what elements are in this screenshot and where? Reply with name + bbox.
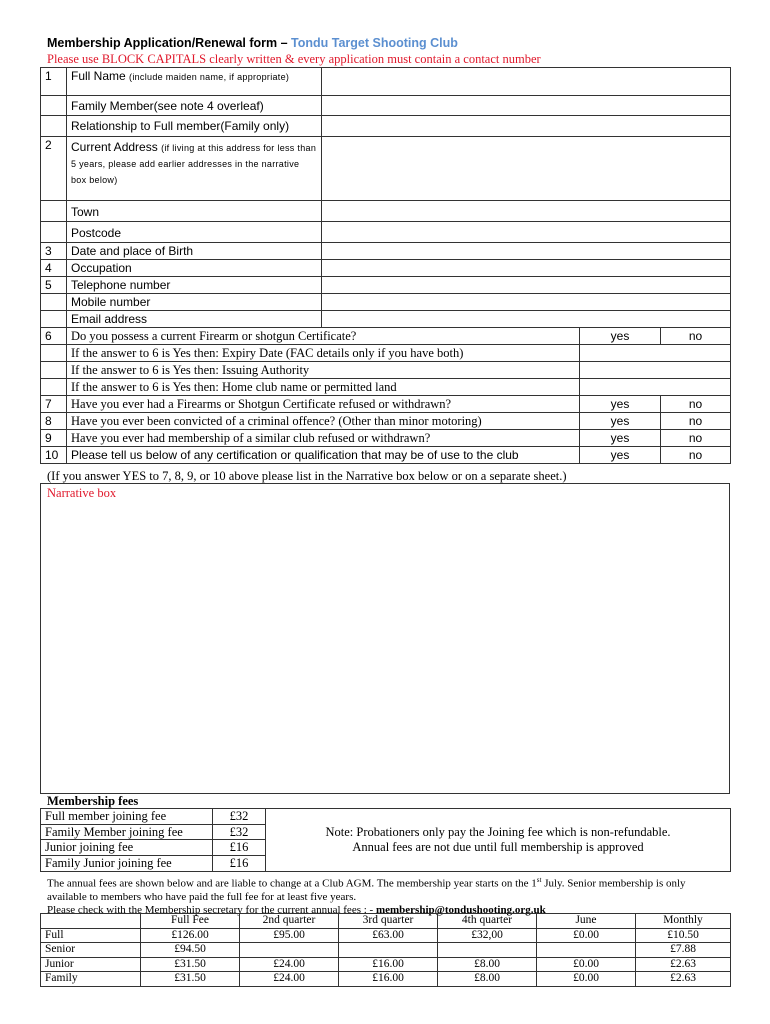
fee-label: Family Junior joining fee [41, 856, 213, 872]
rates-row [41, 972, 731, 987]
q10-number: 10 [41, 447, 67, 464]
mobile-input[interactable] [322, 294, 731, 311]
form-title-text: Membership Application/Renewal form – [47, 36, 292, 50]
q6c-label: If the answer to 6 is Yes then: Home club name or permitted land [67, 379, 580, 396]
rates-cell: £0.00 [537, 928, 636, 943]
row-family-member [41, 96, 731, 116]
email-label: Email address [67, 311, 322, 328]
annual-text-3: Please check with the Membership secretary for the current annual fees : - [47, 903, 376, 916]
rates-cell: £0.00 [537, 972, 636, 987]
rates-header-cell: 2nd quarter [240, 914, 339, 929]
rates-cell: £32,00 [438, 928, 537, 943]
q8-label: Have you ever been convicted of a criminal offence? (Other than minor motoring) [67, 413, 580, 430]
q9-no[interactable]: no [661, 430, 731, 447]
fee-label: Full member joining fee [41, 809, 213, 825]
probationer-note [266, 809, 731, 872]
yes-answer-note: (If you answer YES to 7, 8, 9, or 10 above please list in the Narrative box below or on a separate sheet.) [47, 469, 567, 483]
q7-label: Have you ever had a Firearms or Shotgun Certificate refused or withdrawn? [67, 396, 580, 413]
rates-cell: £31.50 [141, 972, 240, 987]
probationer-note-line1: Note: Probationers only pay the Joining fee which is non-refundable. [325, 824, 671, 839]
rates-row [41, 957, 731, 972]
rates-header-cell: 3rd quarter [339, 914, 438, 929]
q9-label: Have you ever had membership of a similar club refused or withdrawn? [67, 430, 580, 447]
telephone-label: Telephone number [67, 277, 322, 294]
full-name-input[interactable] [322, 68, 731, 96]
row-q6 [41, 328, 731, 345]
email-input[interactable] [322, 311, 731, 328]
row-q6c [41, 379, 731, 396]
q7-number: 7 [41, 396, 67, 413]
q7-yes[interactable]: yes [580, 396, 661, 413]
q6-yes[interactable]: yes [580, 328, 661, 345]
rates-cell: £7.88 [636, 943, 731, 958]
address-note: (if living at this address for less than 5 years, please add earlier addresses in the narrative box below) [71, 143, 317, 185]
membership-fees-heading: Membership fees [47, 794, 139, 808]
rates-cell: £16.00 [339, 972, 438, 987]
q4-number: 4 [41, 260, 67, 277]
fee-label: Family Member joining fee [41, 824, 213, 840]
fee-amount: £32 [213, 824, 266, 840]
rates-header-cell: Monthly [636, 914, 731, 929]
dob-label: Date and place of Birth [67, 243, 322, 260]
q6b-label: If the answer to 6 is Yes then: Issuing Authority [67, 362, 580, 379]
narrative-label: Narrative box [47, 486, 117, 500]
application-form-table [40, 67, 731, 464]
family-member-input[interactable] [322, 96, 731, 116]
rates-cell: £94.50 [141, 943, 240, 958]
row-q10 [41, 447, 731, 464]
full-name-note: (include maiden name, if appropriate) [129, 72, 290, 82]
rates-cell: £2.63 [636, 972, 731, 987]
fee-amount: £16 [213, 840, 266, 856]
rates-header-cell: June [537, 914, 636, 929]
rates-cell: £10.50 [636, 928, 731, 943]
q8-yes[interactable]: yes [580, 413, 661, 430]
probationer-note-line2: Annual fees are not due until full membership is approved [352, 839, 644, 854]
row-q6a [41, 345, 731, 362]
annual-fees-table [40, 913, 731, 987]
town-label: Town [67, 201, 322, 222]
rates-header-row [41, 914, 731, 929]
fee-label: Junior joining fee [41, 840, 213, 856]
fee-amount: £32 [213, 809, 266, 825]
q6-number: 6 [41, 328, 67, 345]
instruction-text: Please use BLOCK CAPITALS clearly written & every application must contain a contact number [47, 52, 541, 66]
rates-cell: £16.00 [339, 957, 438, 972]
row-telephone [41, 277, 731, 294]
occupation-input[interactable] [322, 260, 731, 277]
row-postcode [41, 222, 731, 243]
mobile-label: Mobile number [67, 294, 322, 311]
rates-cell: £31.50 [141, 957, 240, 972]
row-q6b [41, 362, 731, 379]
current-address-input[interactable] [322, 137, 731, 201]
q3-number: 3 [41, 243, 67, 260]
rates-cell: £0.00 [537, 957, 636, 972]
rates-header-cell: Full Fee [141, 914, 240, 929]
rates-cell: £8.00 [438, 972, 537, 987]
rates-row-label: Senior [41, 943, 141, 958]
q10-label: Please tell us below of any certification or qualification that may be of use to the club [67, 447, 580, 464]
row-dob [41, 243, 731, 260]
occupation-label: Occupation [67, 260, 322, 277]
row-full-name [41, 68, 731, 96]
rates-cell: £24.00 [240, 972, 339, 987]
full-name-label [67, 68, 322, 96]
relationship-input[interactable] [322, 116, 731, 137]
q1-number: 1 [41, 68, 67, 96]
rates-cell: £8.00 [438, 957, 537, 972]
dob-input[interactable] [322, 243, 731, 260]
q10-yes[interactable]: yes [580, 447, 661, 464]
rates-row-label: Junior [41, 957, 141, 972]
q2-number: 2 [41, 137, 67, 201]
rates-cell [240, 943, 339, 958]
annual-text-2: July. Senior membership is only available to members who have paid the full fee for at least five years. [47, 877, 686, 903]
q6b-input[interactable] [580, 362, 731, 379]
joining-fees-table [40, 808, 731, 872]
rates-cell: £126.00 [141, 928, 240, 943]
q9-yes[interactable]: yes [580, 430, 661, 447]
row-town [41, 201, 731, 222]
family-member-label: Family Member(see note 4 overleaf) [67, 96, 322, 116]
q9-number: 9 [41, 430, 67, 447]
full-name-text: Full Name [71, 69, 126, 83]
q7-no[interactable]: no [661, 396, 731, 413]
rates-row [41, 943, 731, 958]
annual-text-sup: st [536, 876, 542, 884]
row-current-address [41, 137, 731, 201]
q5-number: 5 [41, 277, 67, 294]
q6-label: Do you possess a current Firearm or shotgun Certificate? [67, 328, 580, 345]
q8-number: 8 [41, 413, 67, 430]
row-relationship [41, 116, 731, 137]
q6c-input[interactable] [580, 379, 731, 396]
rates-cell [537, 943, 636, 958]
q8-no[interactable]: no [661, 413, 731, 430]
rates-cell [438, 943, 537, 958]
row-q9 [41, 430, 731, 447]
rates-row-label: Full [41, 928, 141, 943]
row-q7 [41, 396, 731, 413]
rates-header-cell [41, 914, 141, 929]
fee-row [41, 809, 731, 825]
current-address-label [67, 137, 322, 201]
rates-cell [339, 943, 438, 958]
annual-text-1: The annual fees are shown below and are liable to change at a Club AGM. The membership year starts on the 1 [47, 877, 537, 890]
rates-cell: £24.00 [240, 957, 339, 972]
row-occupation [41, 260, 731, 277]
club-name: Tondu Target Shooting Club [291, 36, 458, 50]
rates-cell: £2.63 [636, 957, 731, 972]
q6-no[interactable]: no [661, 328, 731, 345]
rates-row-label: Family [41, 972, 141, 987]
narrative-box[interactable] [40, 483, 730, 794]
rates-header-cell: 4th quarter [438, 914, 537, 929]
annual-fees-text [47, 874, 727, 917]
relationship-label: Relationship to Full member(Family only) [67, 116, 322, 137]
rates-row [41, 928, 731, 943]
town-input[interactable] [322, 201, 731, 222]
row-mobile [41, 294, 731, 311]
q6a-input[interactable] [580, 345, 731, 362]
fee-amount: £16 [213, 856, 266, 872]
postcode-label: Postcode [67, 222, 322, 243]
current-address-text: Current Address [71, 140, 158, 154]
q10-no[interactable]: no [661, 447, 731, 464]
postcode-input[interactable] [322, 222, 731, 243]
form-title [47, 36, 458, 50]
row-email [41, 311, 731, 328]
rates-cell: £63.00 [339, 928, 438, 943]
row-q8 [41, 413, 731, 430]
telephone-input[interactable] [322, 277, 731, 294]
q6a-label: If the answer to 6 is Yes then: Expiry Date (FAC details only if you have both) [67, 345, 580, 362]
membership-email-link[interactable]: membership@tondushooting.org.uk [375, 903, 546, 916]
rates-cell: £95.00 [240, 928, 339, 943]
